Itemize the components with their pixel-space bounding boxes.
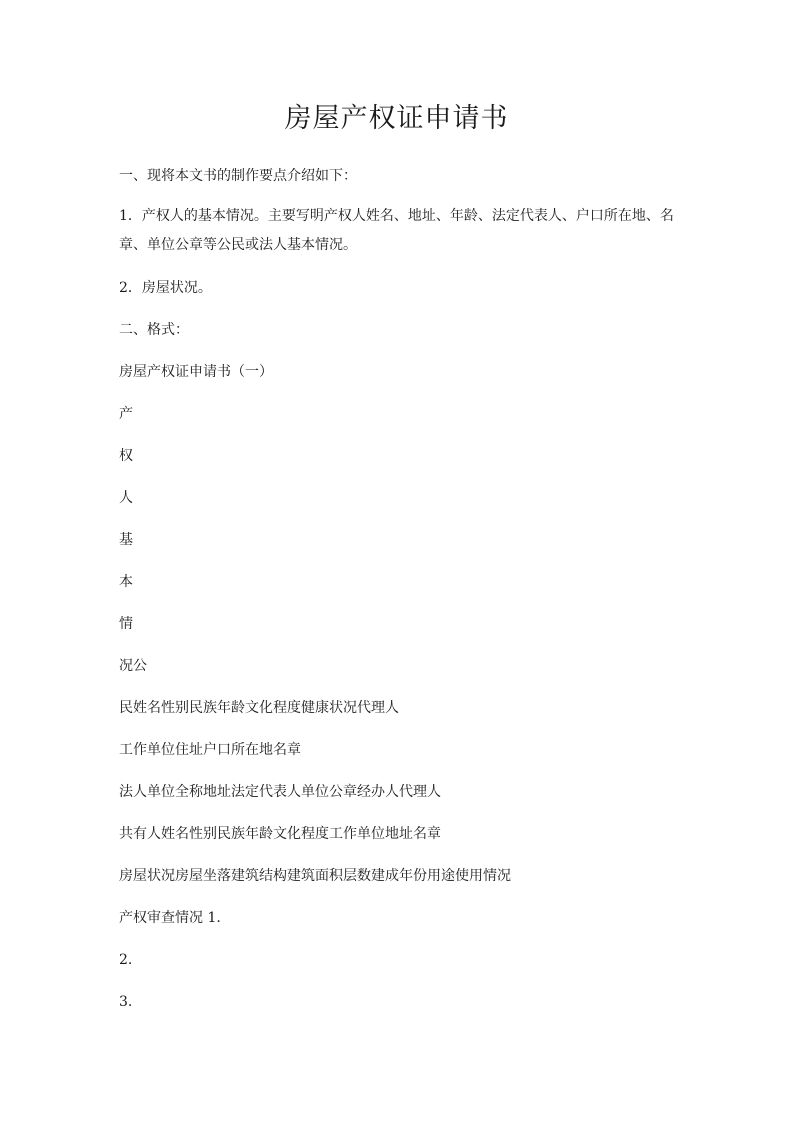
form-row-house-status: 房屋状况房屋坐落建筑结构建筑面积层数建成年份用途使用情况 <box>119 868 511 884</box>
section-heading-format: 二、格式： <box>119 322 189 338</box>
form-row-legal-person: 法人单位全称地址法定代表人单位公章经办人代理人 <box>119 784 441 800</box>
vertical-label-char: 况公 <box>119 658 147 674</box>
form-title: 房屋产权证申请书（一） <box>119 364 273 380</box>
vertical-label-char: 人 <box>119 490 133 506</box>
form-row-review-1: 产权审查情况 1. <box>119 910 221 926</box>
form-row-review-3: 3. <box>119 994 133 1010</box>
paragraph-owner-info: 1．产权人的基本情况。主要写明产权人姓名、地址、年龄、法定代表人、户口所在地、名章、单位公章等公民或法人基本情况。 <box>119 208 674 253</box>
vertical-label-char: 权 <box>119 448 133 464</box>
section-heading-intro: 一、现将本文书的制作要点介绍如下： <box>119 168 357 184</box>
vertical-label-char: 产 <box>119 406 133 422</box>
vertical-label-char: 本 <box>119 574 133 590</box>
form-row-review-2: 2. <box>119 952 133 968</box>
paragraph-house-status: 2．房屋状况。 <box>119 280 212 296</box>
form-row-co-owner: 共有人姓名性别民族年龄文化程度工作单位地址名章 <box>119 826 441 842</box>
document-title: 房屋产权证申请书 <box>284 103 509 134</box>
vertical-label-char: 基 <box>119 532 133 548</box>
form-row-employer: 工作单位住址户口所在地名章 <box>119 742 301 758</box>
form-row-citizen: 民姓名性别民族年龄文化程度健康状况代理人 <box>119 700 399 716</box>
vertical-label-char: 情 <box>119 616 133 632</box>
